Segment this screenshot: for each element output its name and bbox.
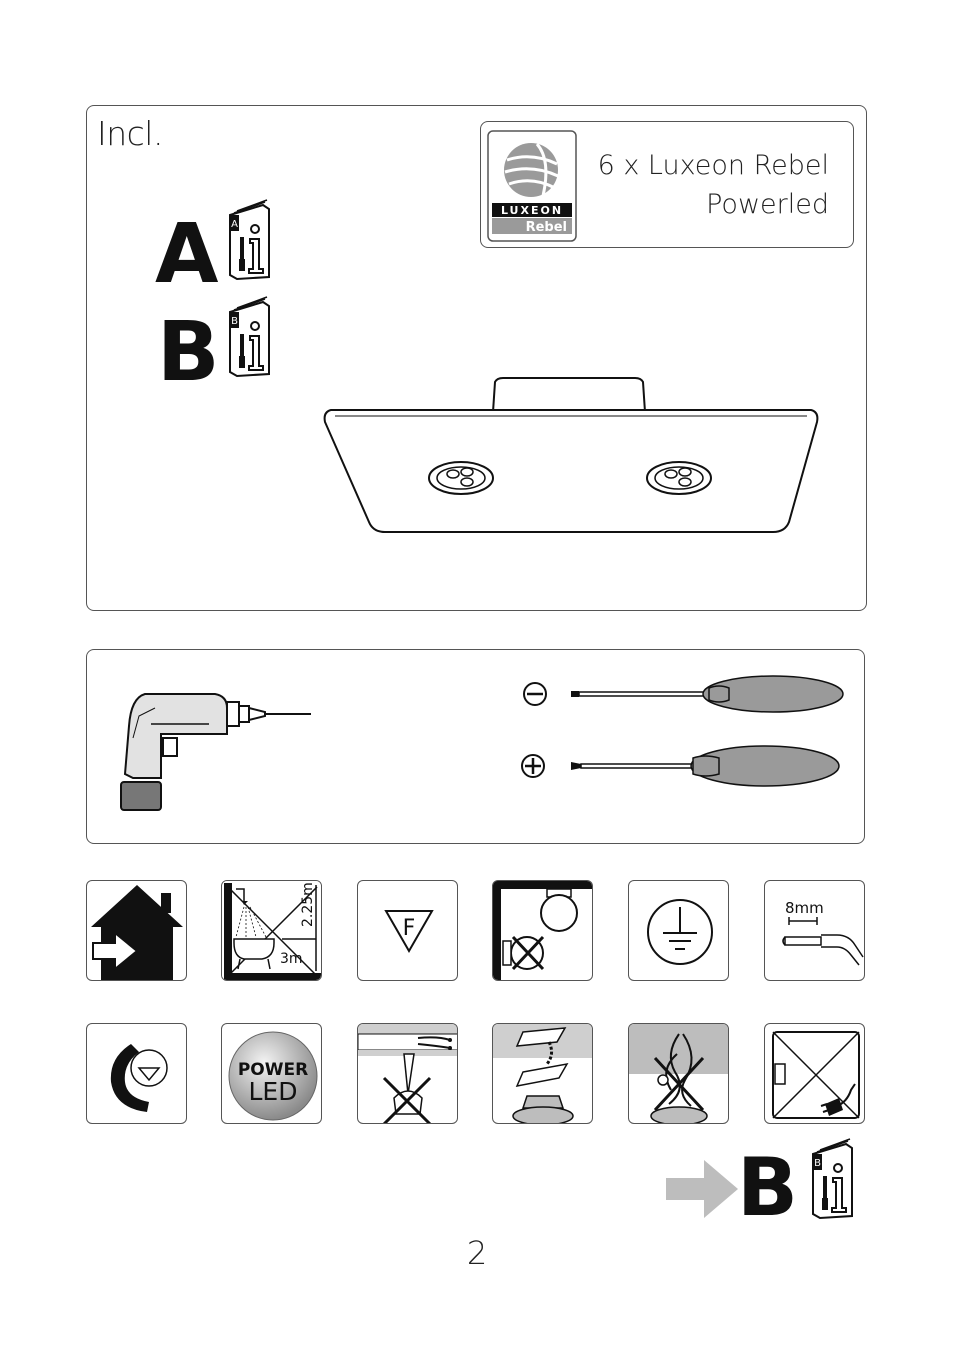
luxeon-info-box xyxy=(480,121,854,248)
wire-strip-icon xyxy=(765,881,865,981)
cover-removal-tile xyxy=(492,1023,593,1124)
manual-letter-a: A xyxy=(155,207,219,302)
ceiling-mount-only-tile xyxy=(492,880,593,981)
ceiling-lamp-illustration xyxy=(317,376,827,536)
led-spot-right xyxy=(647,462,711,494)
bathroom-height-label: 2.25m xyxy=(300,882,316,927)
ceiling-mount-only-icon xyxy=(493,881,593,981)
phillips-screwdriver-icon xyxy=(522,746,839,786)
dimmable-tile xyxy=(86,1023,187,1124)
page-number: 2 xyxy=(466,1234,488,1272)
luxeon-rebel-logo xyxy=(487,130,577,242)
bathroom-zone-icon xyxy=(222,881,322,981)
luxeon-description xyxy=(598,146,829,224)
earth-ground-tile xyxy=(628,880,729,981)
flat-screwdriver-icon xyxy=(524,676,843,712)
tools-panel xyxy=(86,649,865,844)
dimmable-moon-icon xyxy=(87,1024,187,1124)
drill-icon xyxy=(115,686,315,816)
bathroom-zone-tile xyxy=(221,880,322,981)
manual-badge-b: B xyxy=(231,316,238,327)
next-manual-book-icon xyxy=(810,1138,858,1222)
power-led-top-text: POWER xyxy=(237,1060,309,1080)
power-led-bottom-text: LED xyxy=(248,1077,298,1106)
strip-length-label: 8mm xyxy=(785,899,824,917)
next-manual-badge: B xyxy=(814,1158,821,1169)
indoor-use-tile xyxy=(86,880,187,981)
luxeon-logo-sub: Rebel xyxy=(525,220,567,235)
earth-ground-icon xyxy=(629,881,729,981)
next-step-arrow-icon xyxy=(666,1158,740,1220)
indoor-house-icon xyxy=(87,881,187,981)
included-panel xyxy=(86,105,867,611)
f-mark-triangle-icon xyxy=(358,881,458,981)
power-led-tile xyxy=(221,1023,322,1124)
no-plug-icon xyxy=(765,1024,865,1124)
no-sealing-tile xyxy=(357,1023,458,1124)
strip-length-tile xyxy=(764,880,865,981)
manual-book-icon-a xyxy=(227,199,275,283)
no-sealing-icon xyxy=(358,1024,458,1124)
no-wire-bundle-tile xyxy=(628,1023,729,1124)
manual-badge-a: A xyxy=(231,219,238,230)
screwdrivers-illustration xyxy=(519,674,849,794)
luxeon-line-2: Powerled xyxy=(706,189,829,220)
luxeon-line-1: 6 x Luxeon Rebel xyxy=(597,150,829,181)
power-led-badge-icon xyxy=(222,1024,322,1124)
led-spot-left xyxy=(429,462,493,494)
cover-removal-icon xyxy=(493,1024,593,1124)
next-manual-letter: B xyxy=(737,1141,798,1234)
f-mark-tile xyxy=(357,880,458,981)
no-wire-bundle-icon xyxy=(629,1024,729,1124)
f-mark-letter: F xyxy=(402,916,416,941)
manual-book-icon-b xyxy=(227,296,275,380)
included-title: Incl. xyxy=(97,114,163,153)
luxeon-logo-word: LUXEON xyxy=(500,204,564,217)
luxeon-swirl-icon xyxy=(504,143,558,197)
manual-letter-b: B xyxy=(157,305,220,400)
bathroom-distance-label: 3m xyxy=(280,951,303,967)
no-plug-tile xyxy=(764,1023,865,1124)
